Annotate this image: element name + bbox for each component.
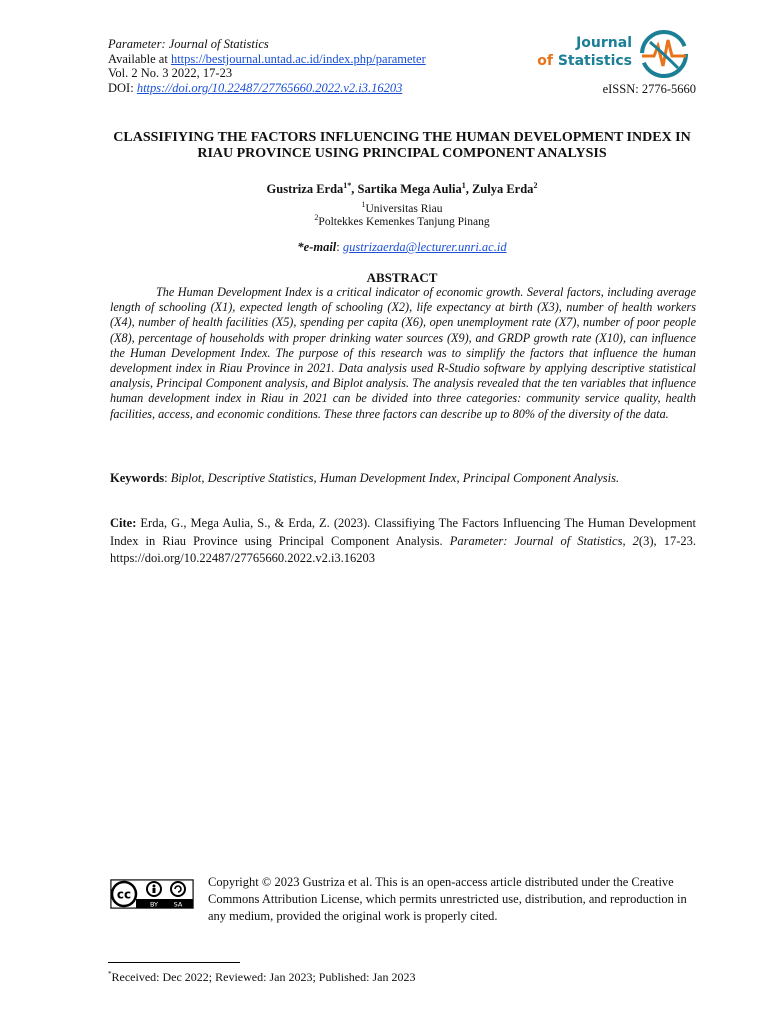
email-line: *e-mail: gustrizaerda@lecturer.unri.ac.id (297, 240, 507, 254)
svg-text:cc: cc (116, 887, 132, 902)
cite-text: Erda, G., Mega Aulia, S., & Erda, Z. (2023). Classifiying The Factors Influencing The Human Development Index in Riau Province using Principal Component Analysis. (110, 516, 696, 548)
author-sup: 1* (343, 181, 352, 190)
logo-line1: Journal (576, 35, 632, 51)
keywords-label: Keywords (110, 471, 165, 485)
doi-link[interactable]: https://doi.org/10.22487/27765660.2022.v2.i3.16203 (136, 80, 403, 95)
keywords-text: Biplot, Descriptive Statistics, Human Development Index, Principal Component Analysis. (170, 471, 620, 485)
author-name: Sartika Mega Aulia (357, 182, 462, 197)
logo-emblem-icon (636, 26, 692, 82)
copyright-notice: Copyright © 2023 Gustriza et al. This is an open-access article distributed under the Creative Commons Attribution License, which permits unrestricted use, distribution, and reproduction in any medium, provided the original work is properly cited. (208, 875, 687, 923)
eissn: eISSN: 2776-5660 (602, 82, 696, 96)
journal-url-link[interactable]: https://bestjournal.untad.ac.id/index.php/parameter (170, 51, 426, 66)
footnote-rule (108, 962, 240, 963)
abstract-heading: ABSTRACT (366, 270, 438, 285)
footnote-sup: * (108, 970, 112, 978)
affiliation-2 (108, 211, 696, 229)
affiliation-text: Poltekkes Kemenkes Tanjung Pinang (318, 215, 490, 228)
journal-logo (530, 26, 696, 82)
cc-sa-label: SA (173, 900, 183, 909)
doi-label: DOI: (108, 80, 134, 95)
citation: Cite: Erda, G., Mega Aulia, S., & Erda, Z. (2023). Classifiying The Factors Influencing The Human Development Index in Riau Province using Principal Component Analysis. Parameter: Journal of Statistics, 2(3), 17-23. https://doi.org/10.22487/27765660.2022.v2.i3.16203 (110, 516, 697, 565)
email-label: *e-mail (297, 240, 337, 254)
abstract-text: The Human Development Index is a critical indicator of economic growth. Several factors, including average length of schooling (X1), expected length of schooling (X2), life expectancy at birth (X3), number of health workers (X4), number of health facilities (X5), spending per capita (X6), open unemployment rate (X7), number of poor people (X8), percentage of households with proper drinking water sources (X9), and GRDP growth rate (X10), can influence the Human Development Index. The purpose of this research was to simplify the factors that influence the human development index in Riau Province in 2021. Data analysis used R-Studio software by applying descriptive statistical analysis, Principal Component analysis, and Biplot analysis. The analysis revealed that the ten variables that influence human development index in Riau in 2021 can be divided into three categories: community service quality, health facilities, access, and economic conditions. These three factors can describe up to 80% of the diversity of the data. (110, 285, 696, 421)
logo-of: of (537, 53, 553, 69)
cc-by-sa-license-icon[interactable] (110, 879, 194, 909)
keywords: Keywords: Biplot, Descriptive Statistics, Human Development Index, Principal Component Analysis. (110, 471, 620, 485)
author-name: Gustriza Erda (266, 182, 344, 197)
availability-line (108, 52, 426, 67)
author-sup: 2 (533, 181, 538, 190)
available-label: Available at (108, 51, 168, 66)
footnote (108, 970, 415, 985)
doi-line (108, 81, 426, 96)
cc-by-label: BY (149, 900, 159, 909)
author-name: Zulya Erda (471, 182, 534, 197)
journal-name: Parameter: Journal of Statistics (108, 37, 269, 51)
email-link[interactable]: gustrizaerda@lecturer.unri.ac.id (342, 240, 507, 254)
cite-volume: 2 (632, 533, 639, 548)
affiliation-text: Universitas Riau (365, 202, 443, 215)
author-sup: 1 (461, 181, 466, 190)
paper-title: CLASSIFIYING THE FACTORS INFLUENCING THE HUMAN DEVELOPMENT INDEX IN RIAU PROVINCE USING PRINCIPAL COMPONENT ANALYSIS (113, 130, 691, 161)
cite-label: Cite: (110, 516, 137, 530)
volume-info: Vol. 2 No. 3 2022, 17-23 (108, 66, 233, 81)
journal-header (108, 37, 426, 95)
cite-rest: (3), 17-23. https://doi.org/10.22487/27765660.2022.v2.i3.16203 (110, 533, 697, 565)
affiliation-sup: 2 (314, 213, 319, 222)
author-list: Gustriza Erda$^{1*}$, Sartika Mega Aulia$^1$, Zulya Erda$^2$ (266, 181, 538, 197)
logo-text (530, 34, 632, 70)
logo-statistics: Statistics (557, 53, 632, 69)
cite-journal: Parameter: Journal of Statistics (449, 533, 623, 548)
affiliation-sup: 1 (361, 200, 366, 209)
footnote-text: Received: Dec 2022; Reviewed: Jan 2023; Published: Jan 2023 (111, 970, 416, 984)
logo-line2 (530, 52, 632, 70)
